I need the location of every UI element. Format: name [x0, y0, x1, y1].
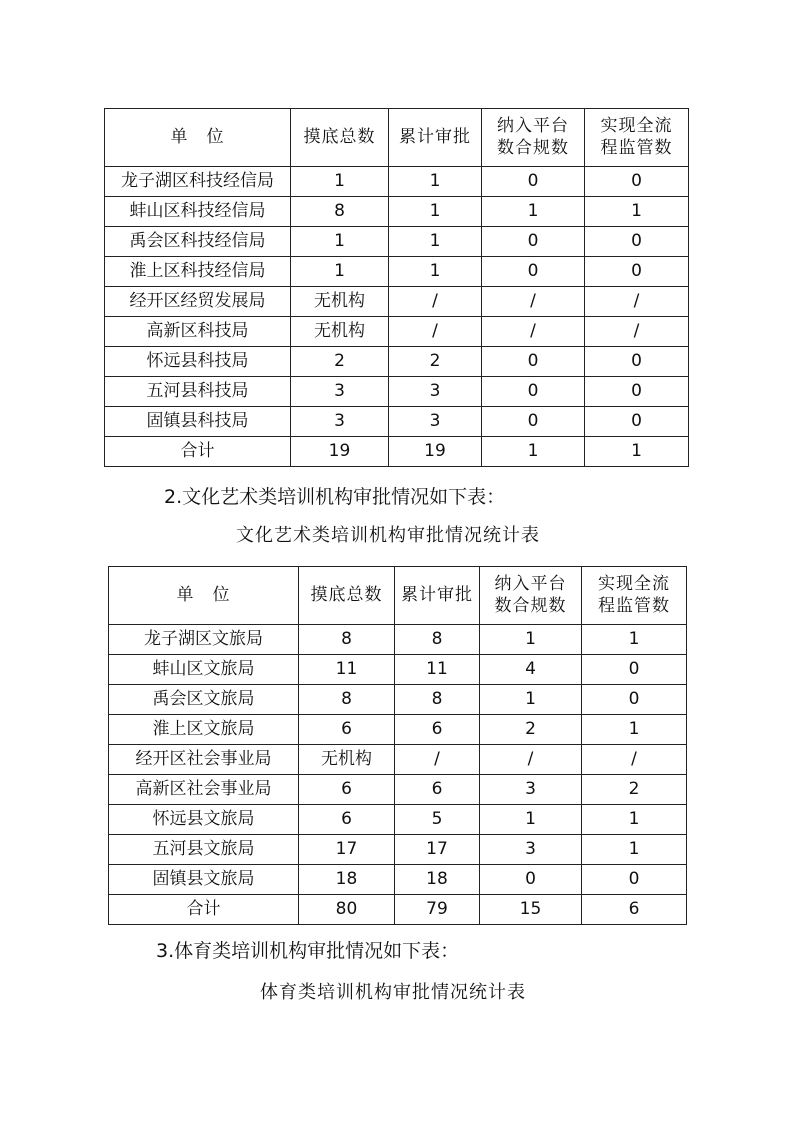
value-cell: 3 — [389, 407, 482, 437]
column-header: 纳入平台 数合规数 — [480, 567, 582, 625]
value-cell: 0 — [585, 257, 689, 287]
value-cell: / — [482, 287, 585, 317]
value-cell: 18 — [395, 865, 480, 895]
value-cell: 0 — [582, 865, 687, 895]
value-cell: 0 — [482, 407, 585, 437]
unit-cell: 经开区社会事业局 — [109, 745, 299, 775]
table-row — [105, 377, 689, 407]
value-cell: 1 — [582, 715, 687, 745]
value-cell: 8 — [395, 625, 480, 655]
value-cell: 8 — [291, 197, 389, 227]
unit-cell: 淮上区文旅局 — [109, 715, 299, 745]
unit-cell: 五河县文旅局 — [109, 835, 299, 865]
table-row — [105, 287, 689, 317]
value-cell: 0 — [585, 377, 689, 407]
value-cell: 无机构 — [299, 745, 395, 775]
unit-cell: 五河县科技局 — [105, 377, 291, 407]
value-cell: 0 — [585, 227, 689, 257]
value-cell: / — [480, 745, 582, 775]
value-cell: / — [585, 317, 689, 347]
section-3-heading: 3.体育类培训机构审批情况如下表： — [156, 940, 460, 962]
unit-cell: 龙子湖区科技经信局 — [105, 167, 291, 197]
value-cell: 1 — [389, 197, 482, 227]
value-cell: 1 — [480, 685, 582, 715]
value-cell: 1 — [482, 197, 585, 227]
table-row — [109, 685, 687, 715]
value-cell: 1 — [482, 437, 585, 467]
value-cell: 0 — [585, 347, 689, 377]
value-cell: 2 — [582, 775, 687, 805]
table-header-row — [105, 109, 689, 167]
unit-cell: 蚌山区科技经信局 — [105, 197, 291, 227]
value-cell: 19 — [291, 437, 389, 467]
value-cell: 3 — [291, 407, 389, 437]
unit-cell: 怀远县科技局 — [105, 347, 291, 377]
value-cell: 无机构 — [291, 287, 389, 317]
value-cell: 2 — [480, 715, 582, 745]
value-cell: 0 — [585, 407, 689, 437]
value-cell: 1 — [582, 835, 687, 865]
section-3-table-caption: 体育类培训机构审批情况统计表 — [260, 982, 526, 1003]
value-cell: 1 — [389, 257, 482, 287]
value-cell: 18 — [299, 865, 395, 895]
column-header: 累计审批 — [395, 567, 480, 625]
unit-cell: 怀远县文旅局 — [109, 805, 299, 835]
column-header: 累计审批 — [389, 109, 482, 167]
value-cell: 5 — [395, 805, 480, 835]
value-cell: 1 — [585, 197, 689, 227]
table-row — [109, 835, 687, 865]
unit-cell: 高新区社会事业局 — [109, 775, 299, 805]
value-cell: / — [585, 287, 689, 317]
value-cell: 0 — [482, 257, 585, 287]
value-cell: / — [582, 745, 687, 775]
value-cell: 6 — [299, 775, 395, 805]
table-row — [109, 655, 687, 685]
value-cell: 2 — [291, 347, 389, 377]
value-cell: 80 — [299, 895, 395, 925]
value-cell: / — [395, 745, 480, 775]
value-cell: 1 — [582, 805, 687, 835]
value-cell: 8 — [395, 685, 480, 715]
value-cell: 6 — [395, 775, 480, 805]
value-cell: 0 — [482, 227, 585, 257]
value-cell: / — [482, 317, 585, 347]
value-cell: 8 — [299, 625, 395, 655]
table-row — [105, 227, 689, 257]
value-cell: 1 — [582, 625, 687, 655]
value-cell: 8 — [299, 685, 395, 715]
unit-cell: 龙子湖区文旅局 — [109, 625, 299, 655]
value-cell: / — [389, 287, 482, 317]
value-cell: 79 — [395, 895, 480, 925]
unit-cell: 固镇县科技局 — [105, 407, 291, 437]
section-2-table-caption: 文化艺术类培训机构审批情况统计表 — [236, 525, 540, 546]
value-cell: 1 — [480, 805, 582, 835]
value-cell: 1 — [291, 227, 389, 257]
value-cell: 1 — [389, 167, 482, 197]
unit-cell: 固镇县文旅局 — [109, 865, 299, 895]
table-row — [109, 775, 687, 805]
value-cell: 0 — [582, 655, 687, 685]
table-row — [109, 865, 687, 895]
value-cell: 6 — [299, 715, 395, 745]
table-header-row — [109, 567, 687, 625]
value-cell: 6 — [582, 895, 687, 925]
value-cell: 6 — [299, 805, 395, 835]
value-cell: 19 — [389, 437, 482, 467]
column-header: 纳入平台 数合规数 — [482, 109, 585, 167]
unit-cell: 禹会区科技经信局 — [105, 227, 291, 257]
culture-art-approval-table — [108, 566, 687, 925]
value-cell: 2 — [389, 347, 482, 377]
total-row — [105, 437, 689, 467]
table-row — [105, 347, 689, 377]
column-header: 摸底总数 — [299, 567, 395, 625]
column-header: 单 位 — [105, 109, 291, 167]
value-cell: 1 — [585, 437, 689, 467]
value-cell: 0 — [482, 377, 585, 407]
value-cell: 1 — [291, 257, 389, 287]
value-cell: 3 — [480, 835, 582, 865]
value-cell: 11 — [299, 655, 395, 685]
value-cell: / — [389, 317, 482, 347]
section-2-heading: 2.文化艺术类培训机构审批情况如下表： — [164, 486, 506, 508]
value-cell: 0 — [480, 865, 582, 895]
value-cell: 4 — [480, 655, 582, 685]
column-header: 实现全流 程监管数 — [585, 109, 689, 167]
unit-cell: 淮上区科技经信局 — [105, 257, 291, 287]
unit-cell: 经开区经贸发展局 — [105, 287, 291, 317]
table-row — [105, 317, 689, 347]
value-cell: 1 — [389, 227, 482, 257]
total-row — [109, 895, 687, 925]
value-cell: 0 — [582, 685, 687, 715]
table-row — [105, 167, 689, 197]
column-header: 实现全流 程监管数 — [582, 567, 687, 625]
column-header: 单 位 — [109, 567, 299, 625]
table-row — [109, 745, 687, 775]
value-cell: 17 — [299, 835, 395, 865]
column-header: 摸底总数 — [291, 109, 389, 167]
value-cell: 11 — [395, 655, 480, 685]
value-cell: 17 — [395, 835, 480, 865]
value-cell: 0 — [585, 167, 689, 197]
table-row — [109, 625, 687, 655]
value-cell: 15 — [480, 895, 582, 925]
science-approval-table — [104, 108, 689, 467]
value-cell: 6 — [395, 715, 480, 745]
unit-cell: 合计 — [109, 895, 299, 925]
table-row — [109, 715, 687, 745]
table-row — [105, 407, 689, 437]
unit-cell: 高新区科技局 — [105, 317, 291, 347]
value-cell: 0 — [482, 347, 585, 377]
value-cell: 3 — [480, 775, 582, 805]
value-cell: 3 — [389, 377, 482, 407]
value-cell: 无机构 — [291, 317, 389, 347]
value-cell: 3 — [291, 377, 389, 407]
table-row — [105, 197, 689, 227]
unit-cell: 蚌山区文旅局 — [109, 655, 299, 685]
unit-cell: 禹会区文旅局 — [109, 685, 299, 715]
value-cell: 1 — [291, 167, 389, 197]
value-cell: 1 — [480, 625, 582, 655]
unit-cell: 合计 — [105, 437, 291, 467]
value-cell: 0 — [482, 167, 585, 197]
table-row — [105, 257, 689, 287]
table-row — [109, 805, 687, 835]
